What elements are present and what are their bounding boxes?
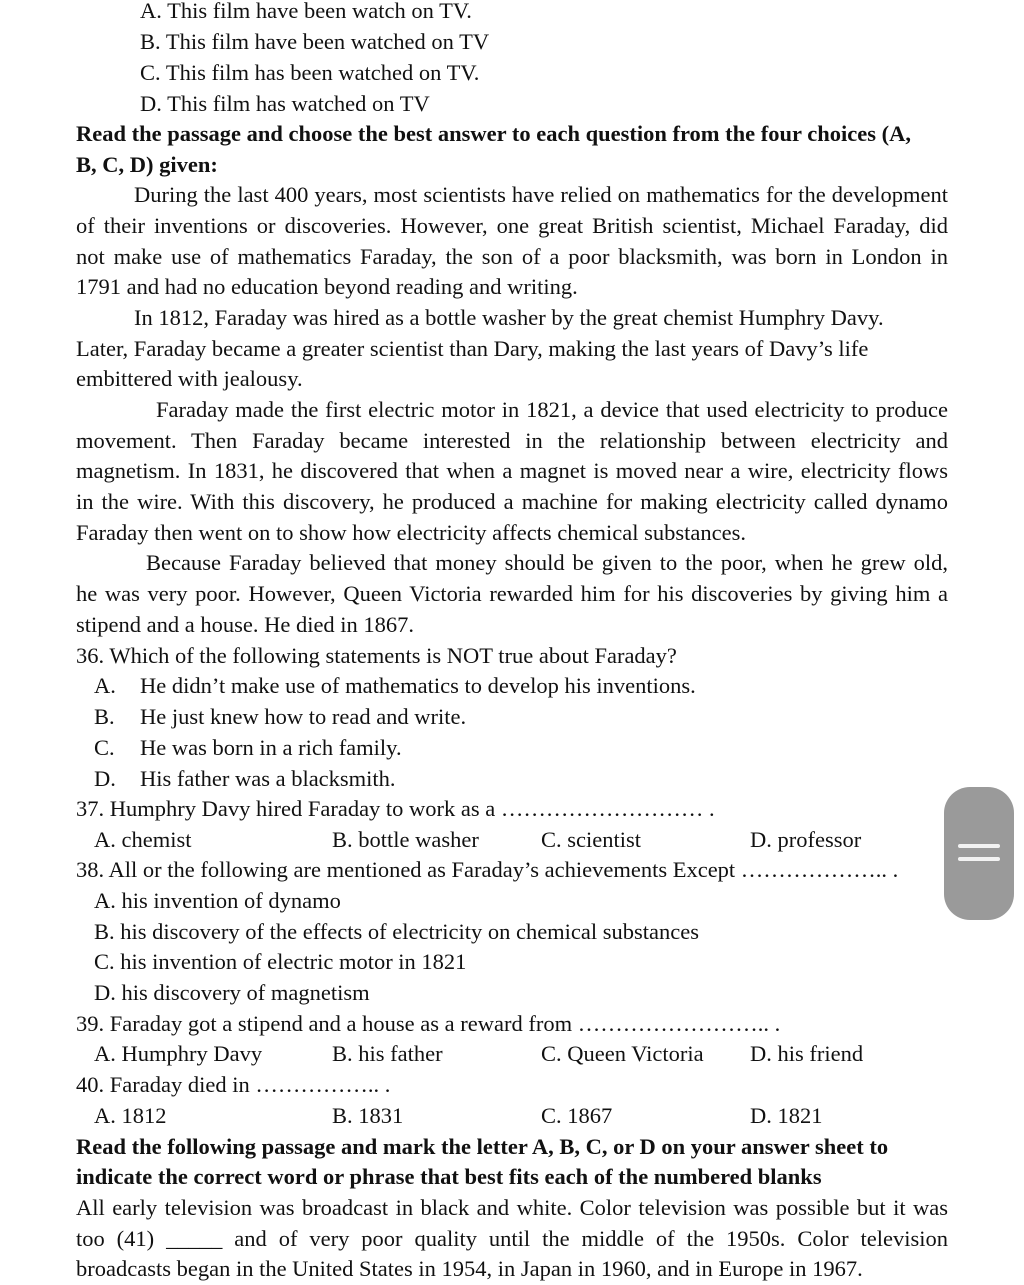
scroll-handle[interactable] <box>944 787 1014 920</box>
passage2-line: too (41) _____ and of very poor quality until the middle of the 1950s. Color television <box>76 1226 948 1251</box>
question-40-option-a[interactable]: A. 1812 <box>94 1103 167 1128</box>
passage-paragraph-1-line: 1791 and had no education beyond reading and writing. <box>76 274 578 299</box>
section1-instruction-line2: B, C, D) given: <box>76 152 218 177</box>
grip-line-icon <box>958 844 1000 848</box>
question-38-option-b[interactable]: B. his discovery of the effects of electricity on chemical substances <box>94 919 700 944</box>
question-39-stem: 39. Faraday got a stipend and a house as a reward from …………………….. . <box>76 1011 781 1036</box>
passage-paragraph-4-line: stipend and a house. He died in 1867. <box>76 612 415 637</box>
question-38-stem: 38. All or the following are mentioned as Faraday’s achievements Except ……………….. . <box>76 857 899 882</box>
question-40-option-b[interactable]: B. 1831 <box>332 1103 404 1128</box>
question-37-option-a[interactable]: A. chemist <box>94 827 192 852</box>
question-40-stem: 40. Faraday died in …………….. . <box>76 1072 391 1097</box>
passage-paragraph-3-line: Faraday made the first electric motor in 1821, a device that used electricity to produce <box>156 397 948 422</box>
question-36-stem: 36. Which of the following statements is NOT true about Faraday? <box>76 643 677 668</box>
question-39-option-a[interactable]: A. Humphry Davy <box>94 1041 263 1066</box>
question-37-option-b[interactable]: B. bottle washer <box>332 827 479 852</box>
question-36-option-b[interactable] <box>94 702 466 733</box>
grip-line-icon <box>958 857 1000 861</box>
passage-paragraph-3-line: movement. Then Faraday became interested in the relationship between electricity and <box>76 428 948 453</box>
prev-option-c: C. This film has been watched on TV. <box>140 60 480 85</box>
prev-option-b: B. This film have been watched on TV <box>140 29 490 54</box>
passage-paragraph-3-line: Faraday then went on to show how electricity affects chemical substances. <box>76 520 746 545</box>
question-37-stem: 37. Humphry Davy hired Faraday to work as a ……………………… . <box>76 796 715 821</box>
passage-paragraph-1-line: not make use of mathematics Faraday, the son of a poor blacksmith, was born in London in <box>76 244 948 269</box>
prev-option-d: D. This film has watched on TV <box>140 91 430 116</box>
question-38-option-a[interactable]: A. his invention of dynamo <box>94 888 341 913</box>
passage-paragraph-3-line: in the wire. With this discovery, he produced a machine for making electricity called dynamo <box>76 489 948 514</box>
option-label: D. <box>94 766 116 791</box>
option-label: B. <box>94 704 115 729</box>
section2-instruction-line2: indicate the correct word or phrase that best fits each of the numbered blanks <box>76 1164 822 1189</box>
question-39-option-d[interactable]: D. his friend <box>750 1041 864 1066</box>
passage2-line: broadcasts began in the United States in 1954, in Japan in 1960, and in Europe in 1967. <box>76 1256 863 1281</box>
passage-paragraph-1-line: During the last 400 years, most scientists have relied on mathematics for the development <box>134 182 948 207</box>
question-39-option-b[interactable]: B. his father <box>332 1041 443 1066</box>
option-label: A. <box>94 673 116 698</box>
section1-instruction-line1: Read the passage and choose the best answer to each question from the four choices (A, <box>76 121 911 146</box>
passage-paragraph-2-line: In 1812, Faraday was hired as a bottle washer by the great chemist Humphry Davy. <box>134 305 884 330</box>
passage-paragraph-2-line: Later, Faraday became a greater scientist than Dary, making the last years of Davy’s life <box>76 336 869 361</box>
passage2-line: All early television was broadcast in black and white. Color television was possible but it was <box>76 1195 948 1220</box>
question-40-option-c[interactable]: C. 1867 <box>541 1103 613 1128</box>
question-38-option-d[interactable]: D. his discovery of magnetism <box>94 980 370 1005</box>
question-36-option-a[interactable] <box>94 671 696 702</box>
question-36-option-d[interactable] <box>94 764 396 795</box>
question-40-option-d[interactable]: D. 1821 <box>750 1103 823 1128</box>
option-text: He was born in a rich family. <box>140 735 402 760</box>
passage-paragraph-1-line: of their inventions or discoveries. However, one great British scientist, Michael Faraday, did <box>76 213 948 238</box>
passage-paragraph-2-line: embittered with jealousy. <box>76 366 303 391</box>
passage-paragraph-3-line: magnetism. In 1831, he discovered that when a magnet is moved near a wire, electricity flows <box>76 458 948 483</box>
prev-option-a: A. This film have been watch on TV. <box>140 0 472 23</box>
question-38-option-c[interactable]: C. his invention of electric motor in 1821 <box>94 949 467 974</box>
question-39-option-c[interactable]: C. Queen Victoria <box>541 1041 704 1066</box>
question-37-option-c[interactable]: C. scientist <box>541 827 641 852</box>
question-36-option-c[interactable] <box>94 733 402 764</box>
option-text: He just knew how to read and write. <box>140 704 467 729</box>
passage-paragraph-4-line: he was very poor. However, Queen Victoria rewarded him for his discoveries by giving him a <box>76 581 948 606</box>
question-37-option-d[interactable]: D. professor <box>750 827 862 852</box>
option-text: He didn’t make use of mathematics to develop his inventions. <box>140 673 696 698</box>
option-text: His father was a blacksmith. <box>140 766 396 791</box>
section2-instruction-line1: Read the following passage and mark the letter A, B, C, or D on your answer sheet to <box>76 1134 889 1159</box>
option-label: C. <box>94 735 115 760</box>
passage-paragraph-4-line: Because Faraday believed that money should be given to the poor, when he grew old, <box>146 550 948 575</box>
